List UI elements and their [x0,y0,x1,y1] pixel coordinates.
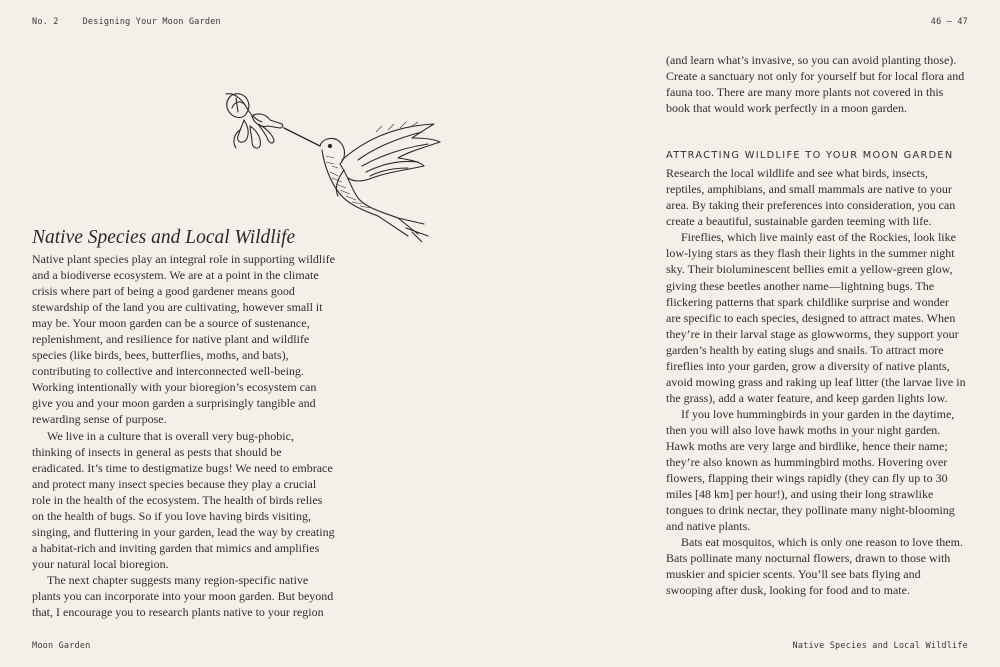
left-page-text [32,251,336,620]
page-numbers: 46 — 47 [930,17,968,27]
paragraph: If you love hummingbirds in your garden in the daytime, then you will also love hawk moths in your night garden. Hawk moths are very large and birdlike, hence their name; they’re also known as hummingbird moths. Hovering over flowers, flapping their wings rapidly (they can fly up to 30 miles [48 km] per hour!), and using their long strawlike tongues to drink nectar, they pollinate many night-blooming and native plants. [666,406,955,534]
paragraph: Fireflies, which live mainly east of the Rockies, look like low-lying stars as they flash their lights in the summer night sky. Their bioluminescent bellies emit a yellow-green glow, giving these beetles another name—lightning bugs. The flickering patterns that spark childlike surprise and wonder are specific to each species, designed to attract mates. When they’re in their larval stage as glowworms, they support your garden’s health by eating slugs and snails. To attract more fireflies into your garden, grow a diversity of native plants, avoid mowing grass and raking up leaf litter (the larvae live in the grass), add a water feature, and keep garden lights low. [666,230,966,405]
chapter-title: Designing Your Moon Garden [82,17,221,27]
hummingbird-and-flower-icon [222,86,446,242]
subheading: ATTRACTING WILDLIFE TO YOUR MOON GARDEN [666,150,954,162]
continued-paragraph: (and learn what’s invasive, so you can avoid planting those). Create a sanctuary not only for yourself but for local flora and fauna too. There are many more plants not covered in this book that would work perfectly in a moon garden. [666,53,965,116]
paragraph: The next chapter suggests many region-specific native plants you can incorporate into your moon garden. But beyond that, I encourage you to research plants native to your region [32,572,334,620]
footer-book-title: Moon Garden [32,641,91,651]
footer-section-title: Native Species and Local Wildlife [792,641,968,651]
right-page-text [666,52,966,598]
chapter-number: No. 2 [32,17,59,27]
running-head [32,17,221,27]
paragraph: Bats eat mosquitos, which is only one reason to love them. Bats pollinate many nocturnal flowers, drawn to those with muskier and spicier scents. You’ll see bats flying and swooping after dusk, looking for food and to mate. [666,535,963,598]
paragraph: Native plant species play an integral role in supporting wildlife and a biodiverse ecosystem. We are at a point in the climate crisis where part of being a good gardener means good stewardship of the land you are cultivating, however small it may be. Your moon garden can be a source of sustenance, replenishment, and resilience for native plant and wildlife species (like birds, bees, butterflies, moths, and bats), contributing to collective and interconnected well-being. Working intentionally with your bioregion’s ecosystem can give you and your moon garden a surprisingly tangible and rewarding sense of purpose. [32,252,335,427]
section-title: Native Species and Local Wildlife [32,227,296,248]
paragraph: Research the local wildlife and see what birds, insects, reptiles, amphibians, and small mammals are native to your area. By taking their preferences into consideration, you can create a beautiful, sustainable garden teeming with life. [666,166,956,229]
paragraph: We live in a culture that is overall very bug-phobic, thinking of insects in general as pests that should be eradicated. It’s time to destigmatize bugs! We need to embrace and protect many insect species because they play a crucial role in the health of the ecosystem. The health of birds relies on the health of bugs. So if you love having birds visiting, singing, and fluttering in your garden, lead the way by creating a habitat-rich and inviting garden that mimics and amplifies your natural local bioregion. [32,428,335,571]
